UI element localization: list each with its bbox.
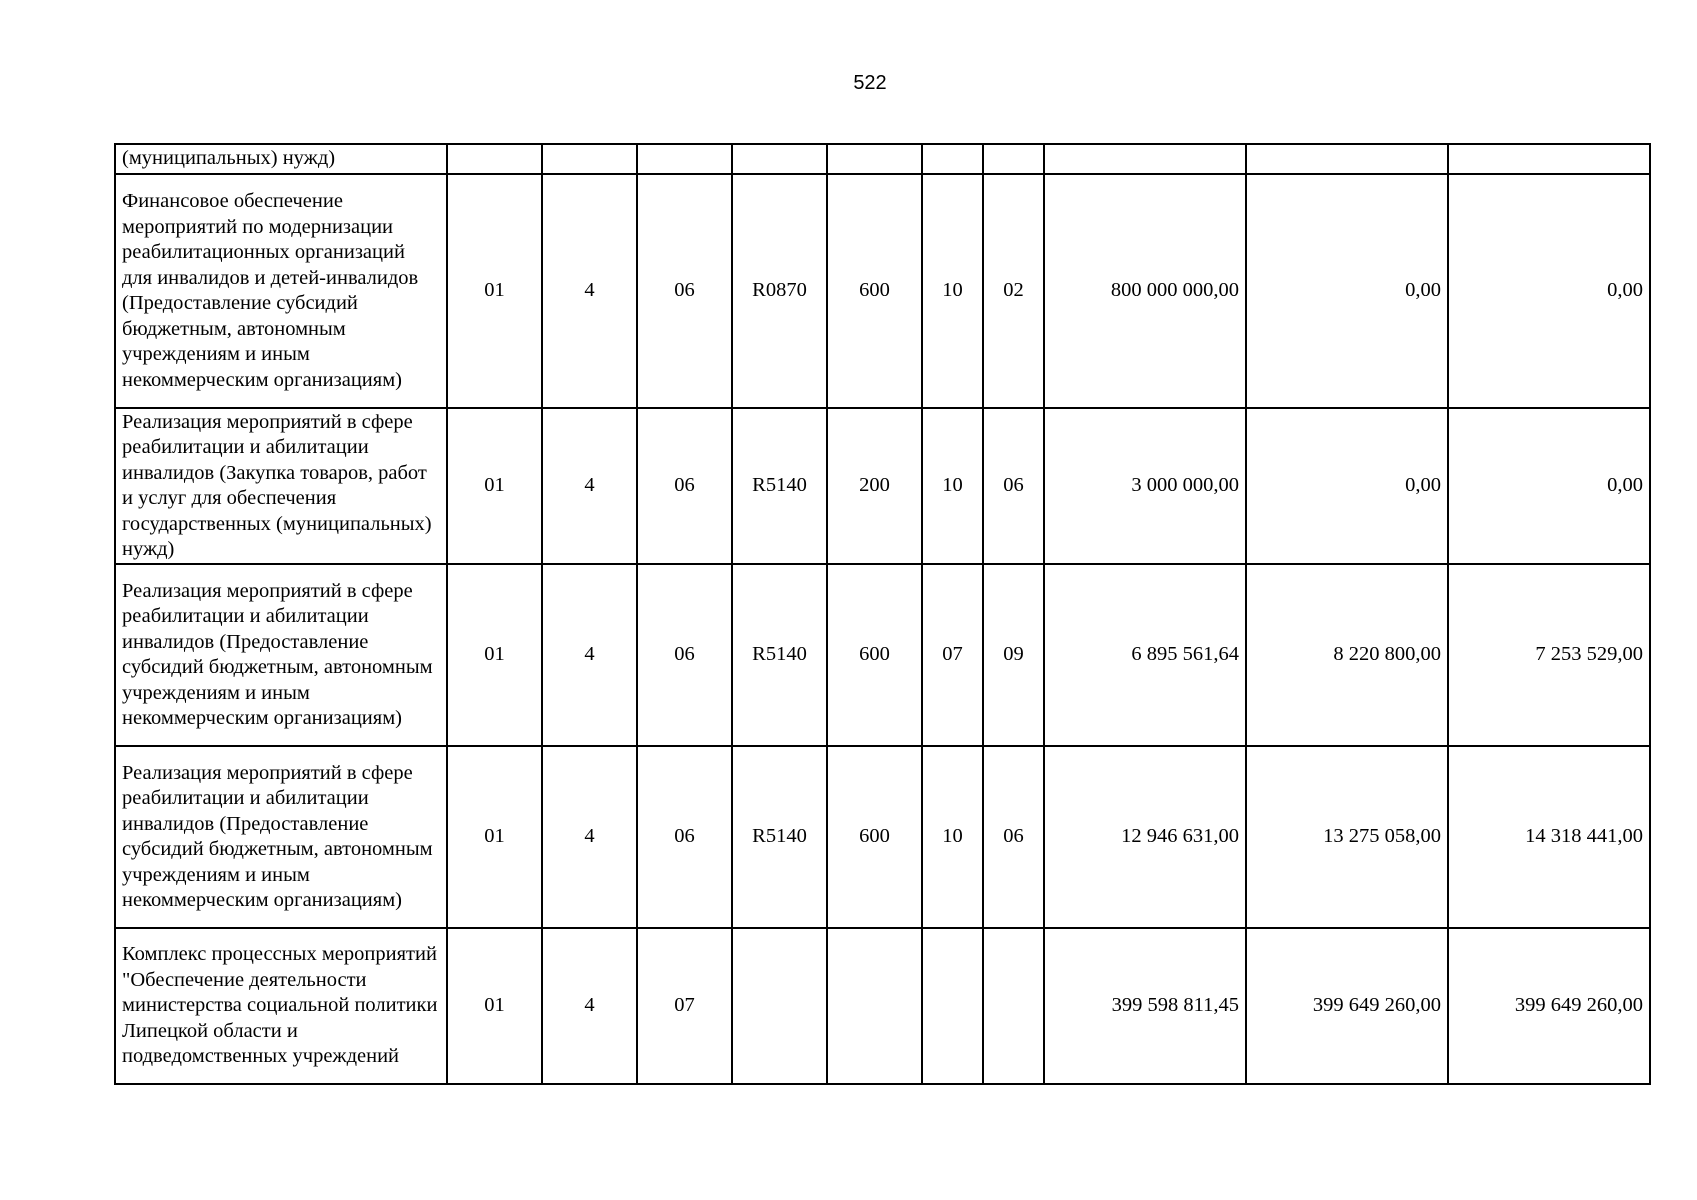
direction-code: R5140 [732,746,827,928]
row-description: (муниципальных) нужд) [115,144,447,174]
activity-code: 06 [637,564,732,746]
table-row [115,564,1650,746]
program-code: 01 [447,928,542,1084]
amount-year-1: 399 598 811,45 [1044,928,1246,1084]
amount-year-3: 399 649 260,00 [1448,928,1650,1084]
activity-code: 06 [637,408,732,564]
subsection-code: 06 [983,408,1044,564]
table-row [115,408,1650,564]
amount-year-3: 14 318 441,00 [1448,746,1650,928]
subsection-code: 09 [983,564,1044,746]
activity-code: 06 [637,746,732,928]
program-code [447,144,542,174]
direction-code: R5140 [732,564,827,746]
amount-year-1: 800 000 000,00 [1044,174,1246,408]
program-code: 01 [447,746,542,928]
subprogram-code: 4 [542,174,637,408]
amount-year-3: 0,00 [1448,174,1650,408]
direction-code: R0870 [732,174,827,408]
budget-table [114,143,1651,1085]
expense-type-code [827,144,922,174]
expense-type-code: 600 [827,746,922,928]
subprogram-code: 4 [542,928,637,1084]
row-description: Реализация мероприятий в сфере реабилитации и абилитации инвалидов (Предоставление субсидий бюджетным, автономным учреждениям и иным некоммерческим организациям) [115,564,447,746]
section-code [922,928,983,1084]
subprogram-code [542,144,637,174]
subsection-code: 02 [983,174,1044,408]
subsection-code [983,144,1044,174]
activity-code [637,144,732,174]
expense-type-code: 600 [827,564,922,746]
section-code: 10 [922,746,983,928]
direction-code [732,144,827,174]
direction-code: R5140 [732,408,827,564]
amount-year-1 [1044,144,1246,174]
direction-code [732,928,827,1084]
subprogram-code: 4 [542,408,637,564]
amount-year-2 [1246,144,1448,174]
section-code: 07 [922,564,983,746]
amount-year-3: 7 253 529,00 [1448,564,1650,746]
section-code [922,144,983,174]
table-row [115,144,1650,174]
expense-type-code [827,928,922,1084]
section-code: 10 [922,408,983,564]
subsection-code [983,928,1044,1084]
subprogram-code: 4 [542,746,637,928]
amount-year-1: 3 000 000,00 [1044,408,1246,564]
row-description: Финансовое обеспечение мероприятий по модернизации реабилитационных организаций для инвалидов и детей-инвалидов (Предоставление субсидий бюджетным, автономным учреждениям и иным некоммерческим организациям) [115,174,447,408]
amount-year-2: 0,00 [1246,174,1448,408]
activity-code: 07 [637,928,732,1084]
activity-code: 06 [637,174,732,408]
row-description: Реализация мероприятий в сфере реабилитации и абилитации инвалидов (Предоставление субсидий бюджетным, автономным учреждениям и иным некоммерческим организациям) [115,746,447,928]
amount-year-2: 8 220 800,00 [1246,564,1448,746]
row-description: Реализация мероприятий в сфере реабилитации и абилитации инвалидов (Закупка товаров, работ и услуг для обеспечения государственных (муниципальных) нужд) [115,408,447,564]
amount-year-3 [1448,144,1650,174]
table-row [115,928,1650,1084]
expense-type-code: 600 [827,174,922,408]
amount-year-2: 13 275 058,00 [1246,746,1448,928]
table-row [115,746,1650,928]
amount-year-1: 12 946 631,00 [1044,746,1246,928]
subsection-code: 06 [983,746,1044,928]
program-code: 01 [447,174,542,408]
row-description: Комплекс процессных мероприятий "Обеспечение деятельности министерства социальной политики Липецкой области и подведомственных учреждений [115,928,447,1084]
subprogram-code: 4 [542,564,637,746]
amount-year-3: 0,00 [1448,408,1650,564]
expense-type-code: 200 [827,408,922,564]
amount-year-1: 6 895 561,64 [1044,564,1246,746]
amount-year-2: 399 649 260,00 [1246,928,1448,1084]
page-number: 522 [853,72,887,94]
amount-year-2: 0,00 [1246,408,1448,564]
table-row [115,174,1650,408]
program-code: 01 [447,564,542,746]
section-code: 10 [922,174,983,408]
program-code: 01 [447,408,542,564]
